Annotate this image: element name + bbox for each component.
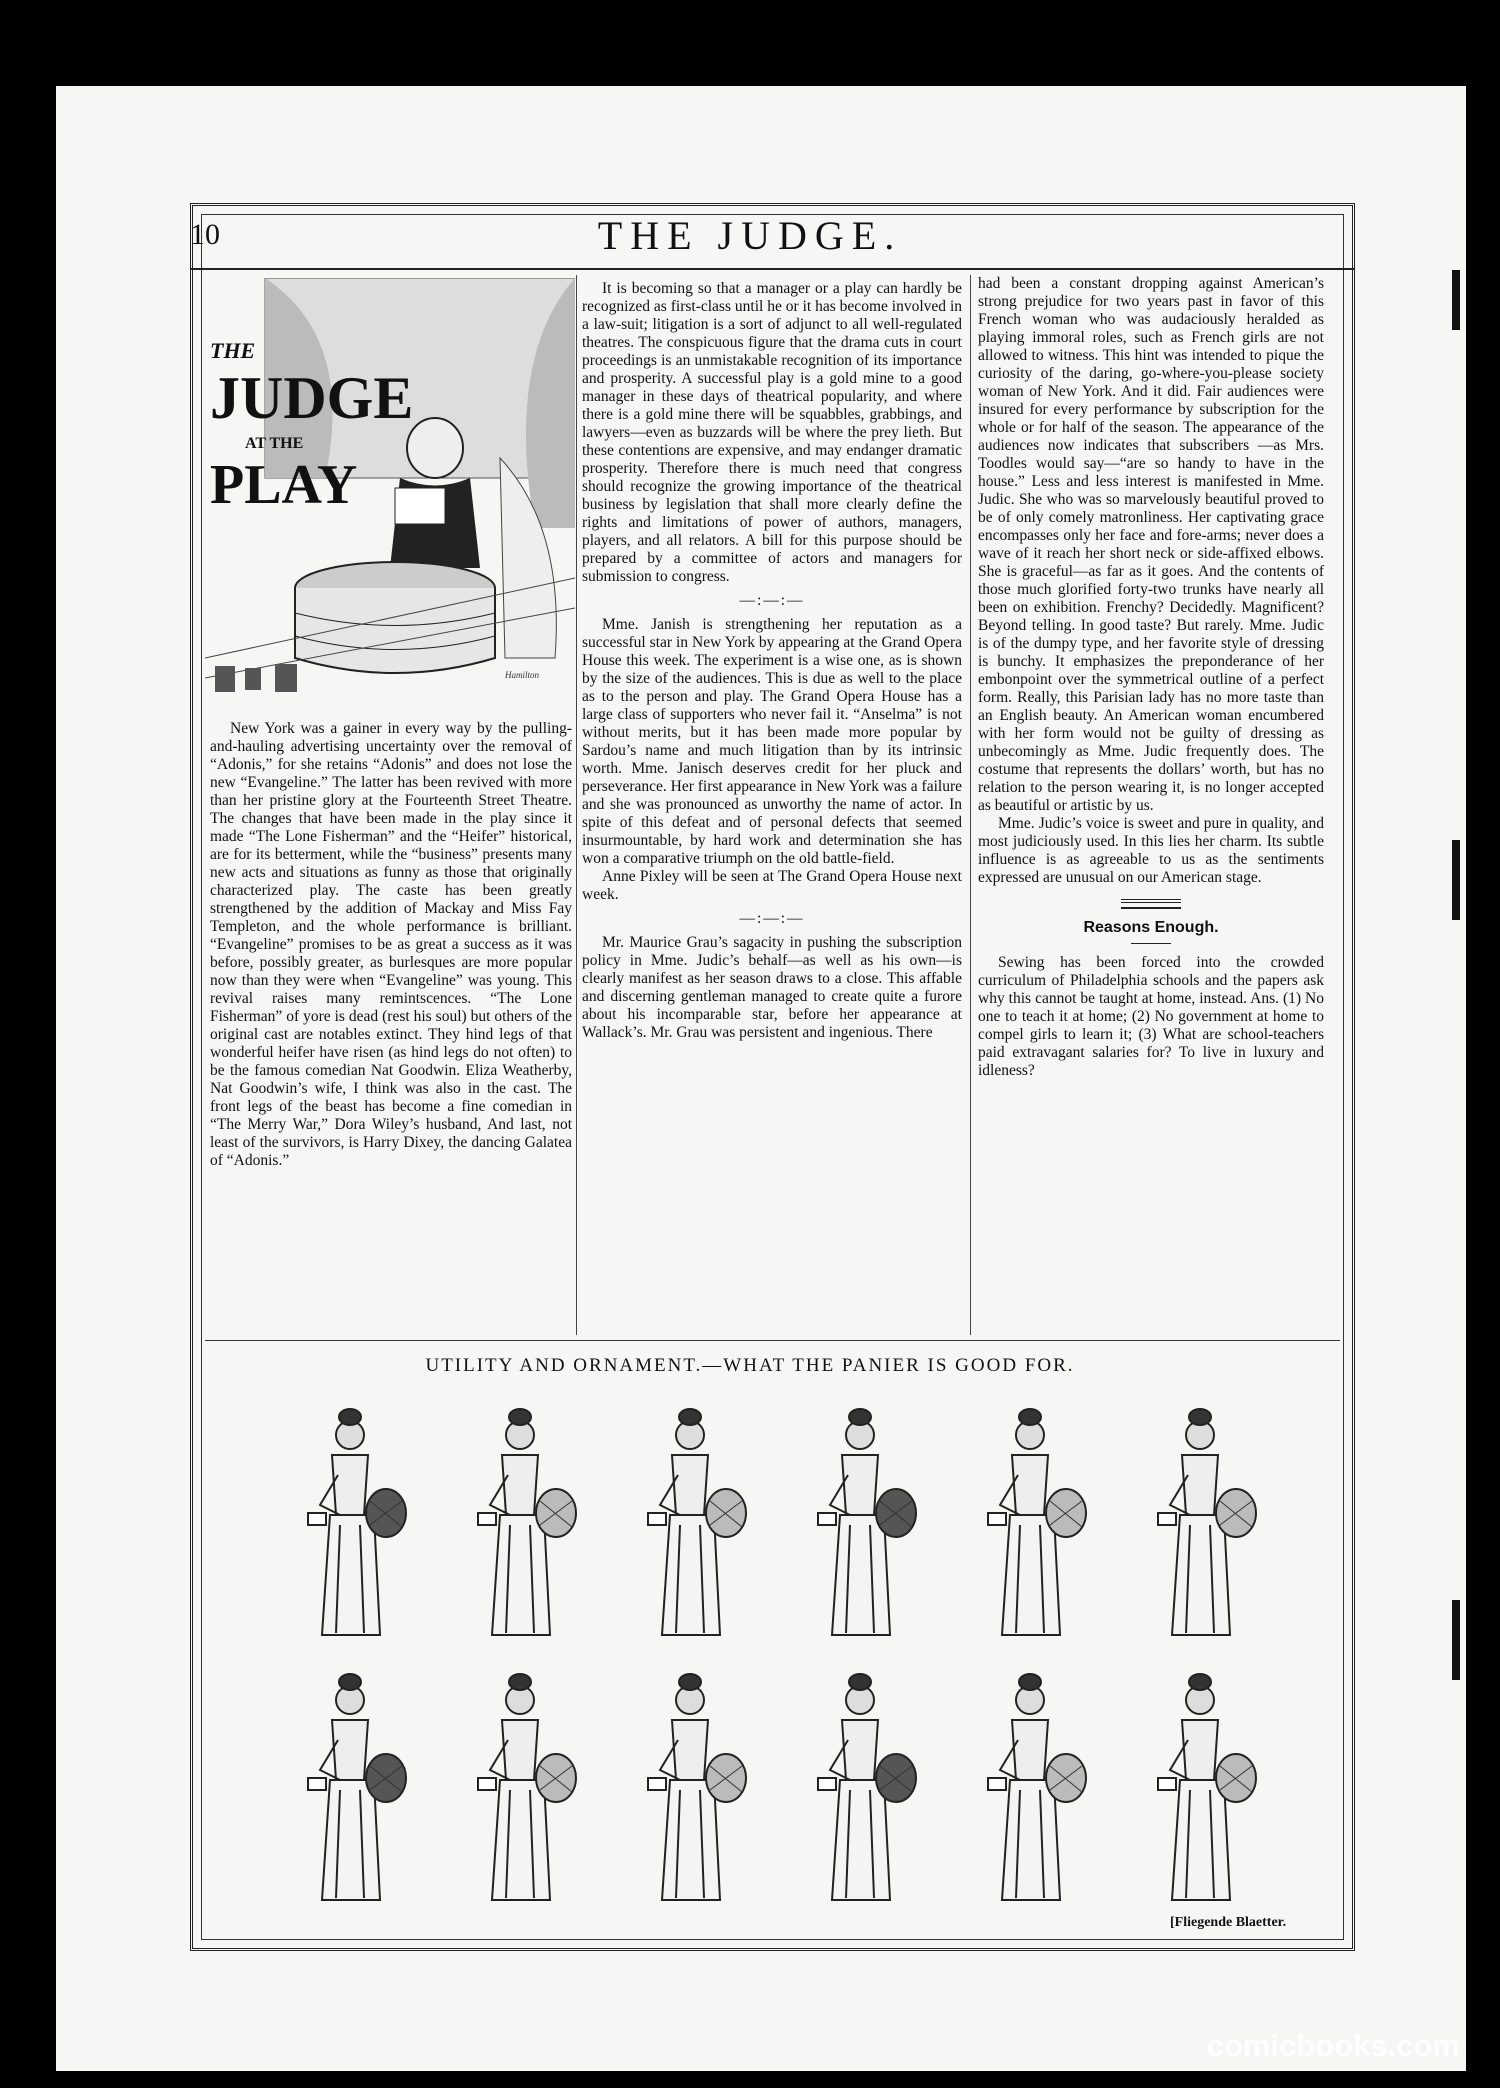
- column-divider: [970, 275, 971, 1335]
- article-reasons-enough: Sewing has been forced into the crowded curriculum of Philadelphia schools and the papers ask why this cannot be taught at home, instead. Ans. (1) No one to teach it at home; (2) No government at home to compel girls to learn it; (3) What are school-teachers paid extravagant salaries for? To live in luxury and idleness?: [978, 954, 1324, 1079]
- panier-figure-7: [308, 1674, 406, 1900]
- panier-figure-4: [818, 1409, 916, 1635]
- svg-text:Hamilton: Hamilton: [505, 670, 540, 680]
- svg-text:PLAY: PLAY: [210, 454, 358, 516]
- masthead-rule: [190, 268, 1355, 270]
- section-heading: Reasons Enough.: [1083, 919, 1219, 936]
- panier-figure-6: [1158, 1409, 1256, 1635]
- panier-figure-5: [988, 1409, 1086, 1635]
- article-evangeline: New York was a gainer in every way by the pulling-and-hauling advertising uncertainty over the removal of “Adonis,” for she retains “Adonis” and does not lose the new “Evangeline.” The latter has been revived with more than her pristine glory at the Fourteenth Street Theatre. The changes that have been made in the play since it made “The Lone Fisherman” and the “Heifer” historical, are for its betterment, while the “business” presents many new acts and situations as funny as those that originally characterized play. The caste has been greatly strengthened by the addition of Mackay and Miss Fay Templeton, and the whole performance is brilliant. “Evangeline” promises to be as great a success as it was before, possibly greater, as burlesques are more popular now than they were when “Evangeline” was young. This revival raises many remintscences. “The Lone Fisherman” of yore is dead (rest his soul) but others of the original cast are notables extinct. They hind legs of that wonderful heifer have risen (as hind legs do not often) to be the famous comedian Nat Goodwin. Eliza Weatherby, Nat Goodwin’s wife, I think was also in the cast. The front legs of the beast has become a fine comedian in “The Merry War,” Dora Wiley’s husband, And last, not least of the survivors, is Harry Dixey, the dancing Galatea of “Adonis.”: [210, 720, 572, 1169]
- article-mme-janish: Mme. Janish is strengthening her reputation as a successful star in New York by appearing at the Grand Opera House this week. The experiment is a wise one, as is shown by the size of the audiences. This is due as well to the place as to the person and play. The Grand Opera House has a large class of supporters who never fail it. “Anselma” is not without merits, but it has been made more popular by Sardou’s name and much litigation than by its intrinsic worth. Mme. Janisch deserves credit for her pluck and perseverance. Her first appearance in New York was a failure and she was pronounced as unworthy the name of actor. In spite of this defeat and of personal defects that seemed insurmountable, by hard work and determination she has won a comparative triumph on the old battle-field.: [582, 616, 963, 867]
- column-divider: [576, 275, 577, 1335]
- svg-text:JUDGE: JUDGE: [210, 365, 414, 431]
- section-separator: —:—:—: [739, 910, 805, 927]
- cartoon-divider: [205, 1340, 1340, 1341]
- article-maurice-grau: Mr. Maurice Grau’s sagacity in pushing the subscription policy in Mme. Judic’s behalf—as well as his own—is clearly manifest as her season draws to a close. This affable and discerning gentleman managed to create quite a furore about his incomparable star, before her appearance at Wallack’s. Mr. Grau was persistent and ingenious. There: [582, 934, 962, 1041]
- panier-figure-3: [648, 1409, 746, 1635]
- panier-figure-10: [818, 1674, 916, 1900]
- column-2: [582, 280, 962, 1042]
- panier-figure-11: [988, 1674, 1086, 1900]
- panier-cartoon: [300, 1395, 1320, 1905]
- scan-edge-mark: [1452, 1600, 1460, 1680]
- watermark-footer: comicbooks.com: [1206, 2028, 1460, 2063]
- page-number: 10: [190, 218, 220, 251]
- cartoon-credit: [Fliegende Blaetter.: [1170, 1915, 1287, 1930]
- article-anne-pixley: Anne Pixley will be seen at The Grand Opera House next week.: [582, 868, 962, 903]
- short-rule: [1131, 943, 1171, 944]
- scan-edge-mark: [1452, 840, 1460, 920]
- scan-edge-mark: [1452, 270, 1460, 330]
- svg-text:THE: THE: [210, 338, 256, 363]
- article-judic-continued: had been a constant dropping against American’s strong prejudice for two years past in favor of this French woman who was audaciously heralded as playing immoral roles, such as French girls are not allowed to witness. This hint was intended to pique the curiosity of the daring, go-where-you-please society woman of New York. And it did. Fair audiences were insured for every performance by subscription for the whole or for half of the season. The appearance of the audiences now indicates that subscribers —as Mrs. Toodles would say—“are so handy to have in the house.” Less and less interest is manifested in Mme. Judic. She who was so marvelously beautiful proved to be of only comely matronliness. Her captivating grace encompasses only her face and fore-arms; never does a wave of it reach her short neck or side-affixed elbows. She is graceful—as far as it goes. And the contents of those much glorified forty-two trunks have nearly all been on exhibition. Frenchy? Decidedly. Magnificent? Beyond telling. In good taste? But rarely. Mme. Judic is of the dumpy type, and her favorite style of dressing is bunchy. It emphasizes the preponderance of her embonpoint over the symmetrical outline of a perfect form. Really, this Parisian lady has no more taste than an English beauty. An American woman encumbered with her form would not be guilty of dressing as unbecomingly as Mme. Judic frequently does. The costume that represents the dollars’ worth, but has no relation to the person wearing it, is no longer accepted as beautiful or artistic by us.: [978, 275, 1324, 814]
- panier-figure-9: [648, 1674, 746, 1900]
- panier-figure-8: [478, 1674, 576, 1900]
- judge-at-the-play-illustration: [205, 278, 575, 706]
- column-1: [210, 720, 572, 1170]
- svg-text:AT THE: AT THE: [245, 435, 304, 452]
- column-3: [978, 275, 1324, 1080]
- section-separator: —:—:—: [739, 592, 805, 609]
- masthead-title: THE JUDGE.: [597, 213, 903, 258]
- decorative-rule: [1121, 899, 1181, 909]
- panier-figure-2: [478, 1409, 576, 1635]
- panier-figure-12: [1158, 1674, 1256, 1900]
- panier-figure-1: [308, 1409, 406, 1635]
- article-judic-voice: Mme. Judic’s voice is sweet and pure in quality, and most judiciously used. In this lies her charm. Its subtle influence is as agreeable to us as the sentiments expressed are unusual on our American stage.: [978, 815, 1324, 886]
- article-theatre-litigation: It is becoming so that a manager or a play can hardly be recognized as first-class until he or it has become involved in a law-suit; litigation is a sort of adjunct to all well-regulated theatres. The conspicuous figure that the drama cuts in court proceedings is an unmistakable recognition of its importance and prosperity. A successful play is a gold mine to a good manager in these days of theatrical popularity, and where there is a gold mine there will be squabbles, grabbings, and lawyers—even as buzzards will be where the prey lieth. But these contentions are expensive, and may endanger dramatic prosperity. Therefore there is much need that congress should recognize the growing importance of the theatrical business by legislation that shall more clearly define the rights and limitations of power of authors, managers, players, and all relators. A bill for this purpose should be prepared by a committee of actors and managers for submission to congress.: [582, 280, 962, 585]
- cartoon-caption: UTILITY AND ORNAMENT.—WHAT THE PANIER IS GOOD FOR.: [425, 1355, 1075, 1376]
